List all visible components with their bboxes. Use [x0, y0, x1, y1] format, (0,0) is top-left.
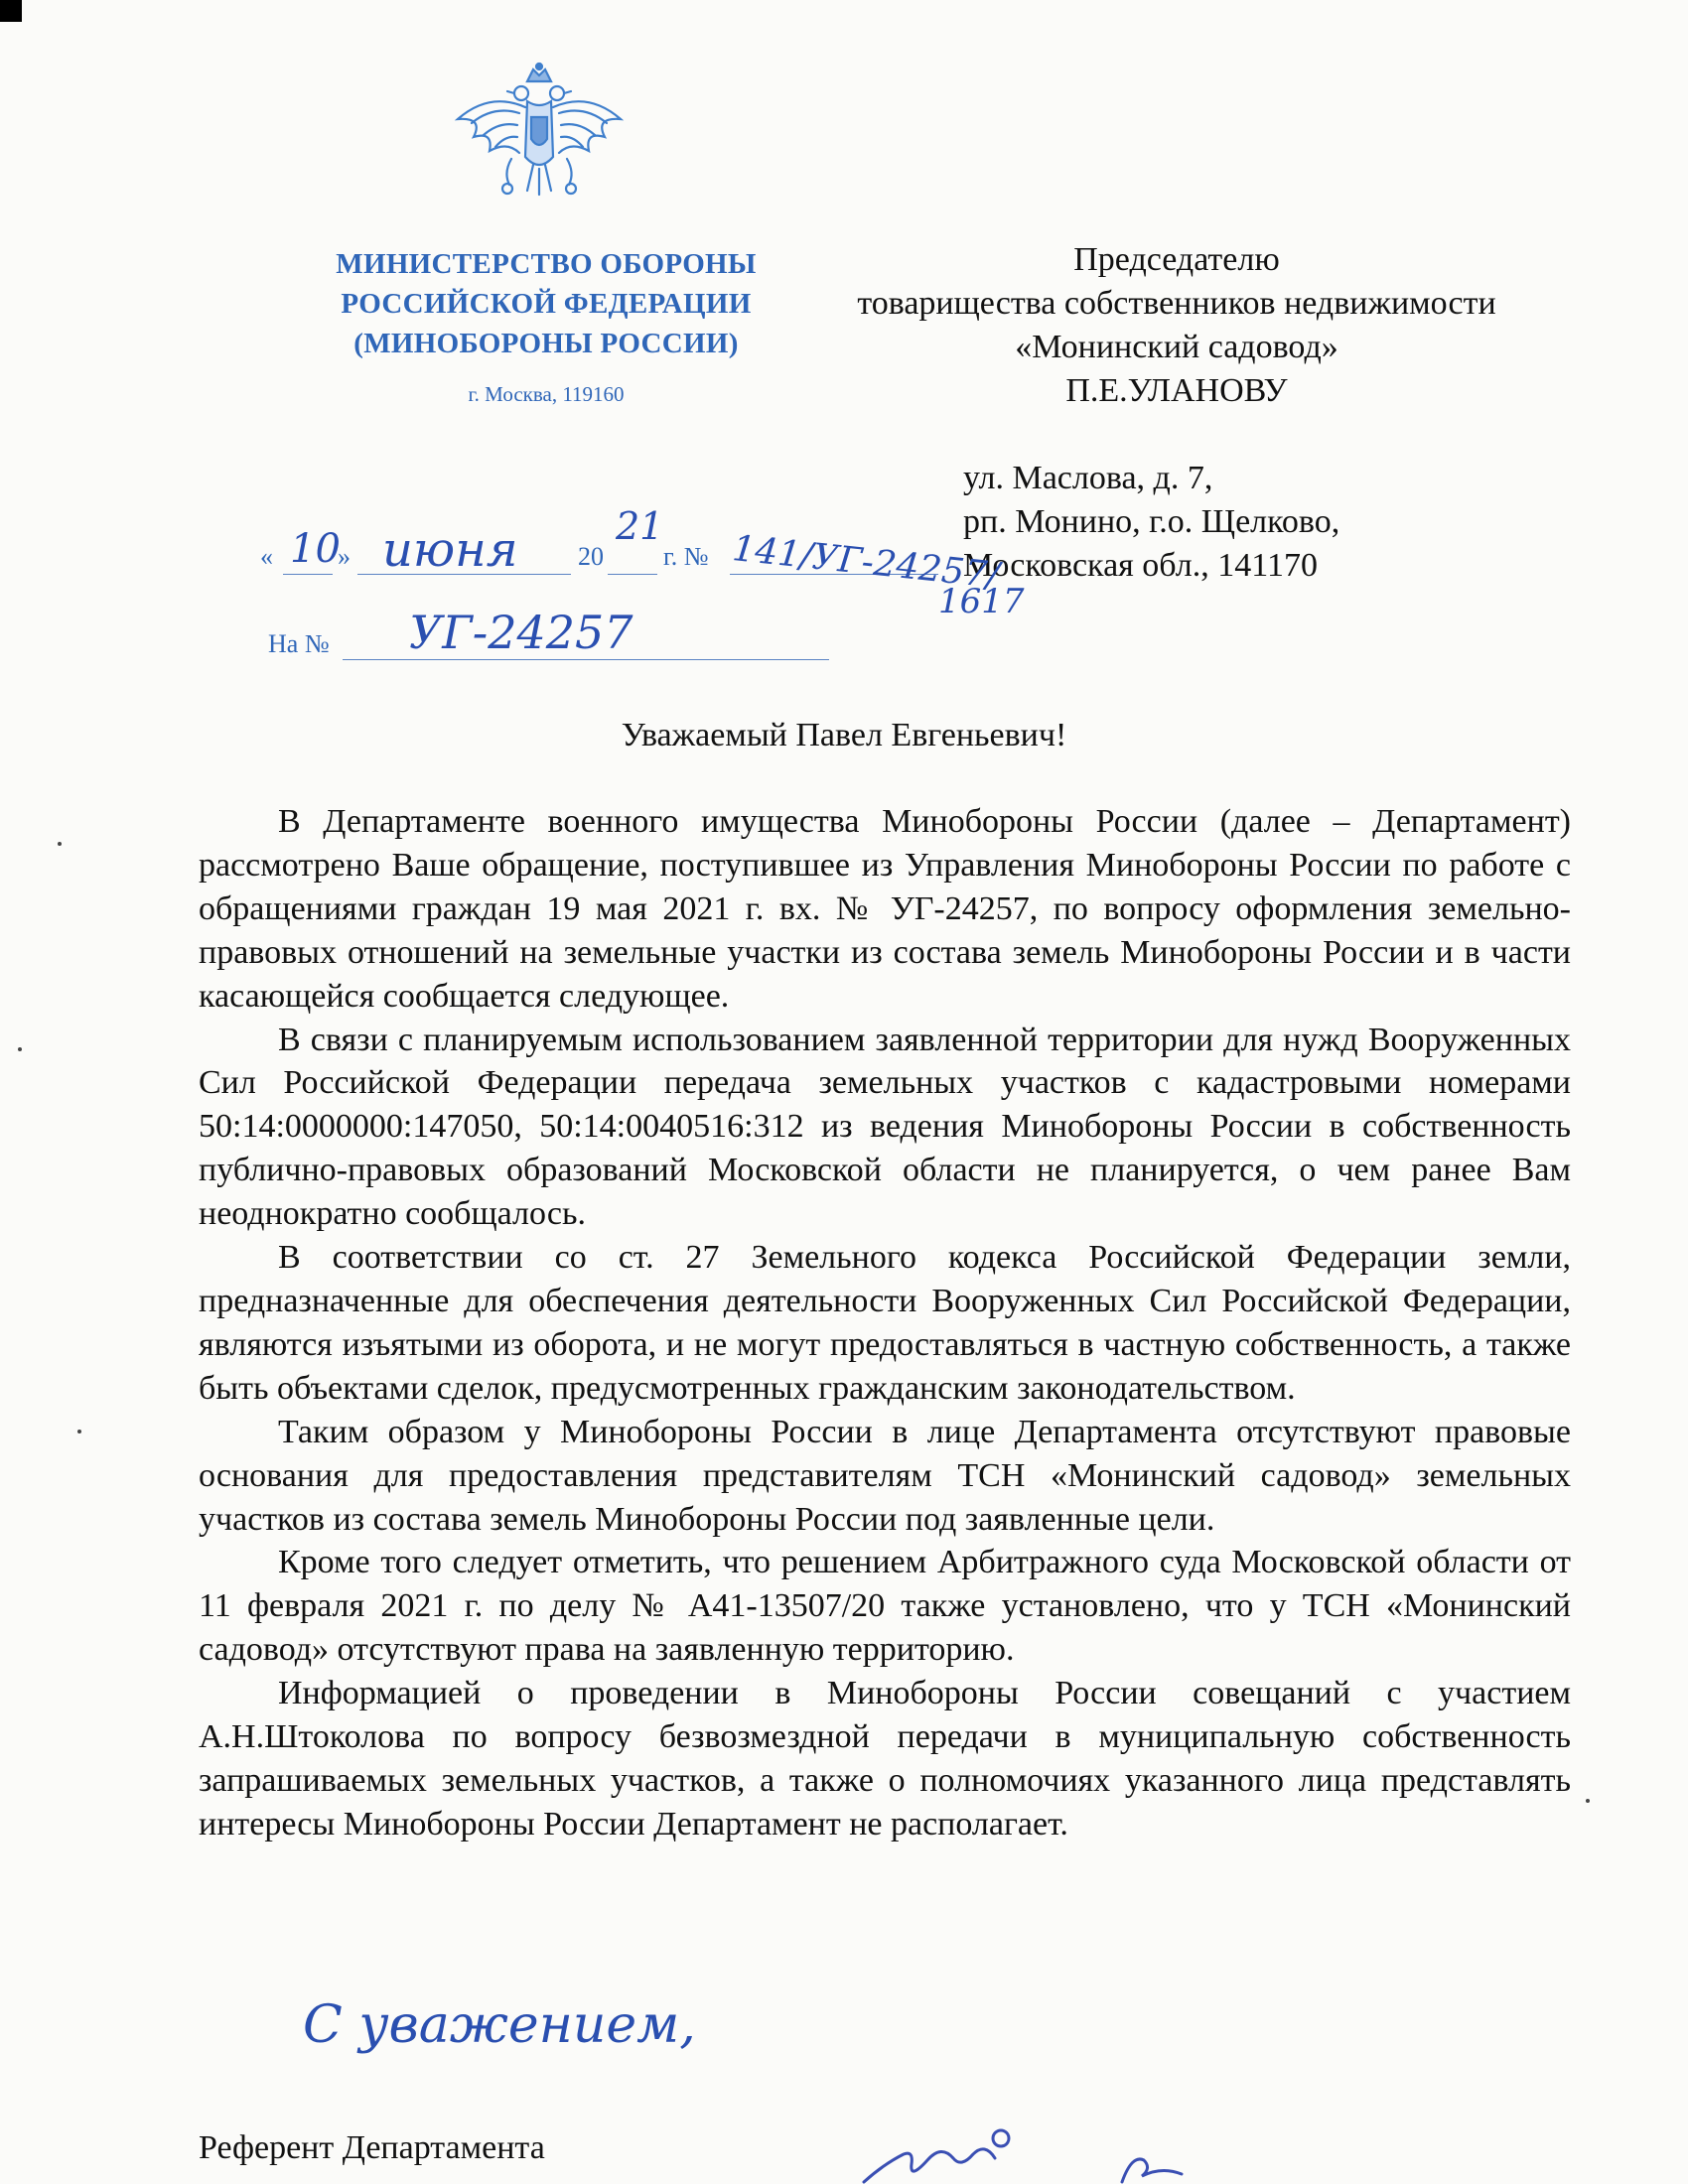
handwritten-closing: С уважением,: [303, 1995, 696, 2055]
scan-speck: [1586, 1799, 1590, 1803]
year-prefix: 20: [578, 542, 604, 571]
date-close-quote: »: [338, 542, 351, 571]
addressee-line-3: «Монинский садовод»: [1015, 329, 1338, 365]
signer-title: Референт Департамента: [199, 2129, 545, 2166]
hand-year: 21: [616, 504, 664, 548]
date-open-quote: «: [260, 542, 273, 571]
handwritten-signature-icon: [854, 2124, 1231, 2184]
body-paragraph: Информацией о проведении в Минобороны России совещаний с участием А.Н.Штоколова по вопросу безвозмездной передачи в муниципальную собственность запрашиваемых земельных участков, а также о полномочиях указанного лица представлять интересы Минобороны России Департамент не располагает.: [199, 1675, 1571, 1843]
body-paragraph: Таким образом у Минобороны России в лице Департамента отсутствуют правовые основания для предоставления представителям ТСН «Монинский садовод» земельных участков из состава земель Минобороны России под заявленные цели.: [199, 1413, 1571, 1538]
body-paragraph: Кроме того следует отметить, что решением Арбитражного суда Московской области от 11 февраля 2021 г. по делу № А41-13507/20 также установлено, что у ТСН «Монинский садовод» отсутствуют права на заявленную территорию.: [199, 1544, 1571, 1669]
addressee-line-1: Председателю: [1073, 241, 1280, 278]
body-paragraph: В Департаменте военного имущества Минобороны России (далее – Департамент) рассмотрено Ваше обращение, поступившее из Управления Минобороны России по работе с обращениями граждан 19 мая 2021 г. вх. № УГ-24257, по вопросу оформления земельно-правовых отношений на земельные участки из состава земель Минобороны России и в части касающейся сообщается следующее.: [199, 803, 1571, 1015]
hand-number-suffix: 1617: [938, 582, 1025, 621]
year-rule: [608, 574, 657, 575]
ministry-name: [298, 244, 794, 363]
hand-number: 141/УГ-24257/: [730, 528, 1002, 597]
letter-body: [199, 800, 1571, 1846]
greeting: Уважаемый Павел Евгеньевич!: [621, 717, 1067, 753]
addressee-line-4: П.Е.УЛАНОВУ: [1065, 372, 1288, 409]
reply-rule: [343, 659, 829, 660]
reply-label: На №: [268, 629, 330, 658]
addressee-line-2: товарищества собственников недвижимости: [857, 285, 1496, 322]
address-line-1: ул. Маслова, д. 7,: [963, 460, 1213, 496]
hand-month: июня: [382, 522, 518, 578]
scan-speck: [18, 1047, 22, 1051]
hand-day: 10: [290, 526, 341, 572]
double-headed-eagle-emblem-icon: [450, 62, 629, 210]
hand-reply-number: УГ-24257: [409, 606, 633, 659]
body-paragraph: В соответствии со ст. 27 Земельного кодекса Российской Федерации земли, предназначенные для обеспечения деятельности Вооруженных Сил Российской Федерации, являются изъятыми из оборота, и не могут предоставляться в частную собственность, а также быть объектами сделок, предусмотренных гражданским законодательством.: [199, 1239, 1571, 1407]
scan-corner-mark: [0, 0, 22, 22]
address-line-2: рп. Монино, г.о. Щелково,: [963, 503, 1340, 540]
ministry-city: г. Москва, 119160: [468, 382, 625, 406]
ministry-line-2: РОССИЙСКОЙ ФЕДЕРАЦИИ: [341, 288, 752, 320]
scan-speck: [77, 1430, 81, 1433]
number-label: г. №: [663, 542, 709, 571]
ministry-line-3: (МИНОБОРОНЫ РОССИИ): [353, 328, 739, 359]
scan-speck: [58, 842, 62, 846]
addressee-address: [963, 457, 1410, 588]
ministry-line-1: МИНИСТЕРСТВО ОБОРОНЫ: [336, 248, 757, 280]
address-line-3: Московская обл., 141170: [963, 547, 1318, 584]
addressee-block: [799, 238, 1554, 413]
body-paragraph: В связи с планируемым использованием заявленной территории для нужд Вооруженных Сил Российской Федерации передача земельных участков с кадастровыми номерами 50:14:0000000:147050, 50:14:0040516:312 из ведения Минобороны России в собственность публично-правовых образований Московской области не планируется, о чем ранее Вам неоднократно сообщалось.: [199, 1021, 1571, 1233]
day-rule: [283, 574, 333, 575]
